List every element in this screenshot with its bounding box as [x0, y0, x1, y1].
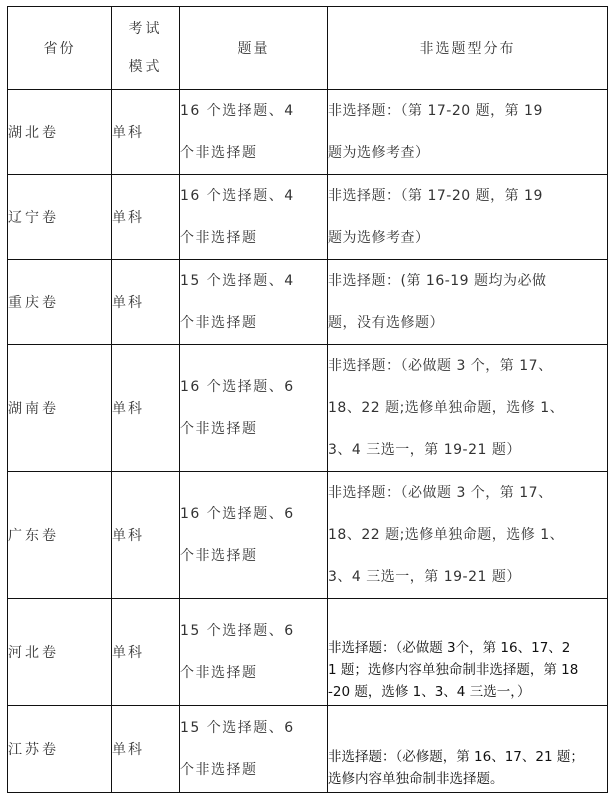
distribution-line: 非选择题：（第 17-20 题，第 19 — [328, 103, 543, 119]
distribution-line: 选修内容单独命制非选择题。 — [328, 771, 504, 787]
quantity-line: 个非选择题 — [180, 665, 258, 681]
distribution-line: 题为选修考查） — [328, 145, 430, 161]
header-quantity: 题量 — [180, 7, 328, 90]
table-row — [8, 90, 608, 175]
quantity-line: 个非选择题 — [180, 315, 258, 331]
distribution-cell — [328, 472, 608, 599]
quantity-cell — [180, 472, 328, 599]
province-cell: 湖南卷 — [8, 345, 112, 472]
quantity-cell — [180, 260, 328, 345]
distribution-line: 非选择题：(第 16-19 题均为必做 — [328, 273, 547, 289]
quantity-line: 个非选择题 — [180, 762, 258, 778]
quantity-line: 16 个选择题、4 — [180, 103, 295, 119]
header-row — [8, 7, 608, 90]
province-cell: 广东卷 — [8, 472, 112, 599]
header-exam-mode-line2: 模式 — [128, 59, 163, 75]
quantity-line: 15 个选择题、6 — [180, 720, 295, 736]
mode-cell: 单科 — [112, 345, 180, 472]
quantity-line: 个非选择题 — [180, 230, 258, 246]
distribution-cell — [328, 345, 608, 472]
distribution-line: 非选择题：（必做题 3 个，第 17、 — [328, 358, 553, 374]
quantity-cell — [180, 345, 328, 472]
distribution-line: 非选择题：（必做题 3个，第 16、17、2 — [328, 640, 571, 656]
header-province: 省份 — [8, 7, 112, 90]
province-cell: 重庆卷 — [8, 260, 112, 345]
table-row — [8, 260, 608, 345]
quantity-line: 个非选择题 — [180, 145, 258, 161]
quantity-line: 15 个选择题、6 — [180, 623, 295, 639]
distribution-line: 18、22 题;选修单独命题，选修 1、 — [328, 527, 565, 543]
quantity-cell — [180, 599, 328, 706]
distribution-cell — [328, 599, 608, 706]
mode-cell: 单科 — [112, 706, 180, 793]
quantity-line: 个非选择题 — [180, 548, 258, 564]
distribution-cell — [328, 706, 608, 793]
mode-cell: 单科 — [112, 472, 180, 599]
distribution-line: 3、4 三选一，第 19-21 题） — [328, 569, 521, 585]
province-cell: 江苏卷 — [8, 706, 112, 793]
mode-cell: 单科 — [112, 260, 180, 345]
table-row — [8, 472, 608, 599]
table-row — [8, 175, 608, 260]
distribution-line: 18、22 题;选修单独命题，选修 1、 — [328, 400, 565, 416]
quantity-cell — [180, 175, 328, 260]
header-exam-mode — [112, 7, 180, 90]
quantity-cell — [180, 706, 328, 793]
province-cell: 河北卷 — [8, 599, 112, 706]
province-cell: 湖北卷 — [8, 90, 112, 175]
mode-cell: 单科 — [112, 599, 180, 706]
distribution-line: -20 题，选修 1、3、4 三选一，） — [328, 684, 531, 700]
distribution-line: 题，没有选修题） — [328, 315, 444, 331]
quantity-line: 16 个选择题、4 — [180, 188, 295, 204]
distribution-line: 非选择题：（必修题，第 16、17、21 题； — [328, 749, 584, 765]
table-row — [8, 345, 608, 472]
table-row — [8, 599, 608, 706]
mode-cell: 单科 — [112, 90, 180, 175]
quantity-cell — [180, 90, 328, 175]
mode-cell: 单科 — [112, 175, 180, 260]
quantity-line: 15 个选择题、4 — [180, 273, 295, 289]
distribution-line: 非选择题：（必做题 3 个，第 17、 — [328, 485, 553, 501]
distribution-line: 题为选修考查） — [328, 230, 430, 246]
header-exam-mode-line1: 考试 — [128, 21, 163, 37]
province-cell: 辽宁卷 — [8, 175, 112, 260]
distribution-cell — [328, 175, 608, 260]
quantity-line: 16 个选择题、6 — [180, 379, 295, 395]
exam-distribution-table — [7, 6, 608, 793]
quantity-line: 个非选择题 — [180, 421, 258, 437]
distribution-line: 1 题；选修内容单独命制非选择题，第 18 — [328, 662, 579, 678]
distribution-cell — [328, 90, 608, 175]
distribution-line: 非选择题：（第 17-20 题，第 19 — [328, 188, 543, 204]
distribution-line: 3、4 三选一，第 19-21 题） — [328, 442, 521, 458]
header-distribution: 非选题型分布 — [328, 7, 608, 90]
quantity-line: 16 个选择题、6 — [180, 506, 295, 522]
distribution-cell — [328, 260, 608, 345]
table-row — [8, 706, 608, 793]
